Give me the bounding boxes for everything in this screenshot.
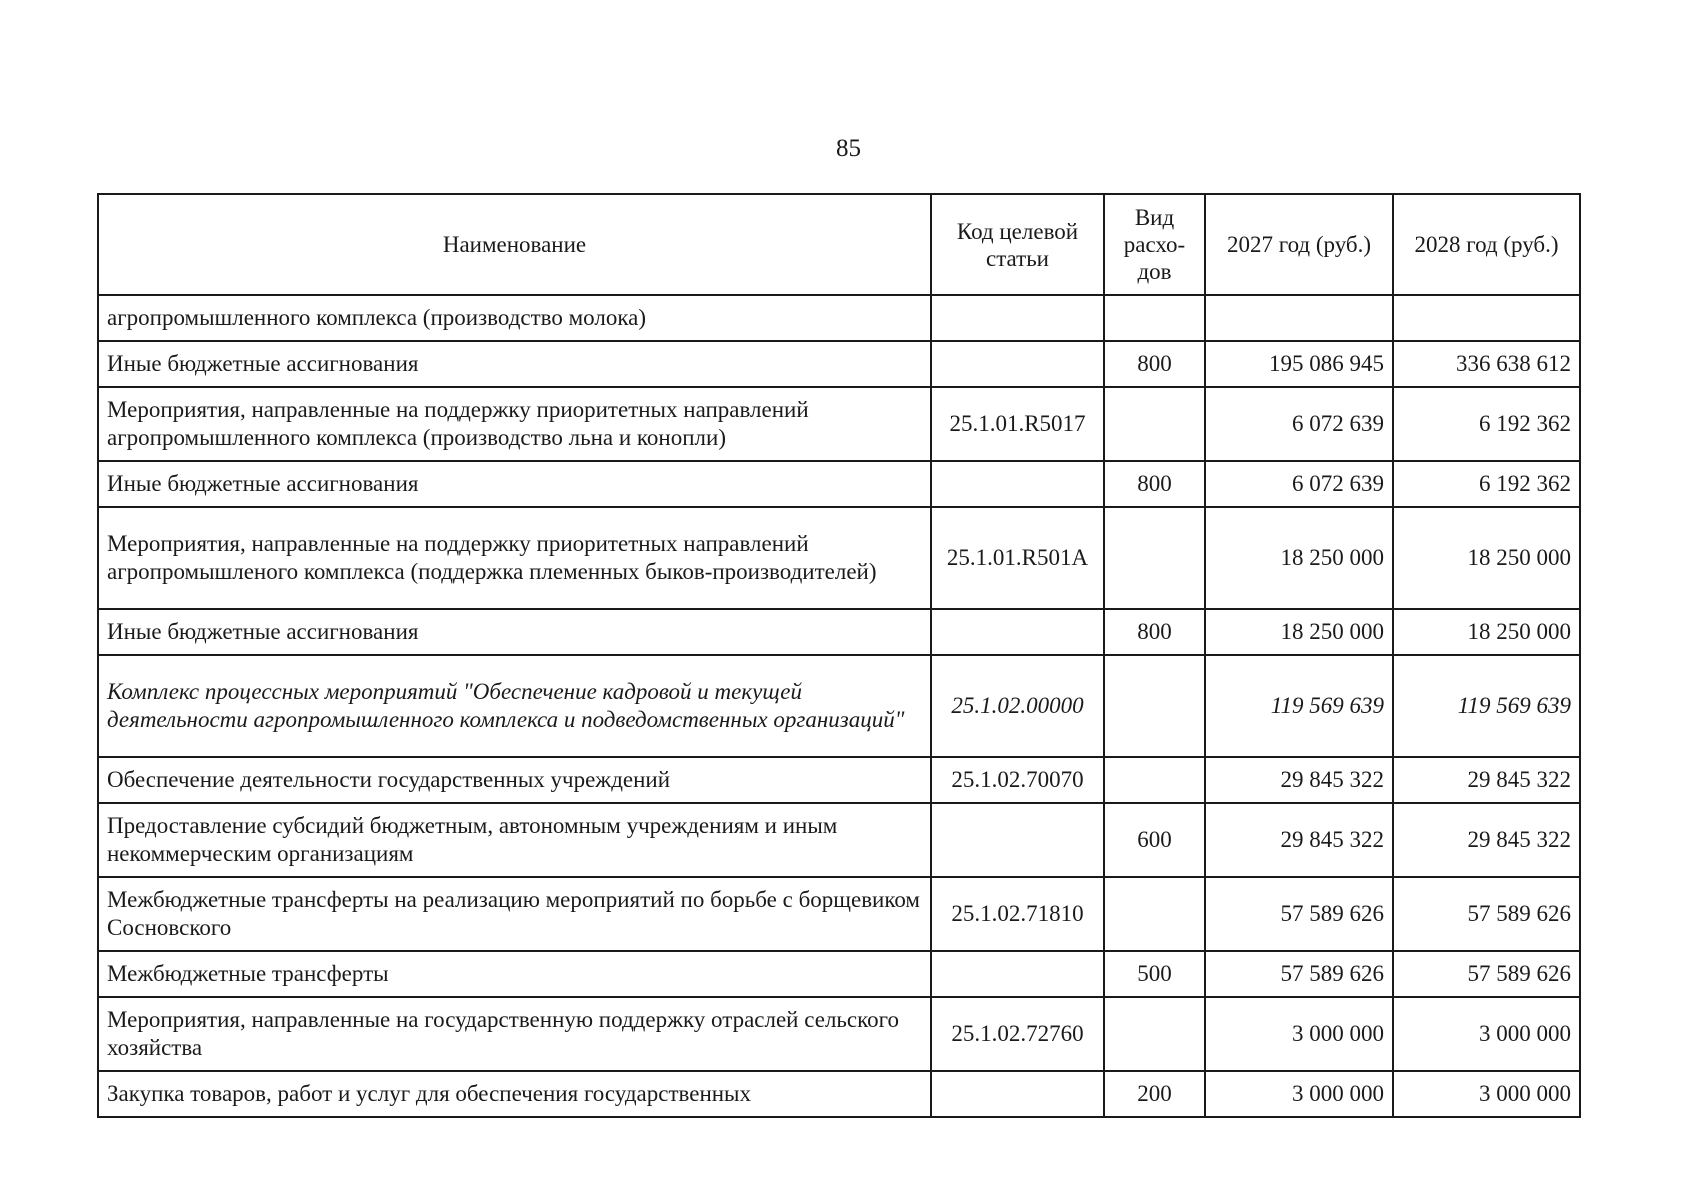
cell-year-2028: 6 192 362 [1393,387,1580,461]
cell-year-2028: 57 589 626 [1393,877,1580,951]
cell-name: Предоставление субсидий бюджетным, автономным учреждениям и иным некоммерческим организациям [98,803,931,877]
cell-name: Мероприятия, направленные на государственную поддержку отраслей сельского хозяйства [98,997,931,1071]
cell-kind: 500 [1104,951,1205,997]
table-row [98,341,1580,387]
table-row [98,507,1580,609]
cell-code [931,1071,1104,1117]
header-name: Наименование [98,194,931,295]
table-row [98,295,1580,341]
cell-year-2027: 6 072 639 [1205,461,1393,507]
cell-kind [1104,877,1205,951]
cell-name: Иные бюджетные ассигнования [98,461,931,507]
cell-code: 25.1.02.71810 [931,877,1104,951]
header-code: Код целевой статьи [931,194,1104,295]
cell-code [931,461,1104,507]
table-row [98,803,1580,877]
cell-year-2027: 3 000 000 [1205,1071,1393,1117]
cell-kind [1104,295,1205,341]
budget-table [97,193,1581,1118]
cell-code [931,295,1104,341]
cell-name: агропромышленного комплекса (производство молока) [98,295,931,341]
cell-year-2028: 119 569 639 [1393,655,1580,757]
cell-code [931,803,1104,877]
cell-year-2027: 6 072 639 [1205,387,1393,461]
cell-year-2028 [1393,295,1580,341]
header-kind: Вид расхо-дов [1104,194,1205,295]
table-row [98,655,1580,757]
cell-code: 25.1.02.72760 [931,997,1104,1071]
cell-year-2027: 195 086 945 [1205,341,1393,387]
cell-year-2028: 18 250 000 [1393,609,1580,655]
cell-year-2027: 119 569 639 [1205,655,1393,757]
cell-year-2028: 57 589 626 [1393,951,1580,997]
cell-kind [1104,757,1205,803]
header-year-2027: 2027 год (руб.) [1205,194,1393,295]
cell-year-2028: 18 250 000 [1393,507,1580,609]
cell-year-2027 [1205,295,1393,341]
cell-year-2027: 57 589 626 [1205,951,1393,997]
cell-kind: 600 [1104,803,1205,877]
cell-year-2028: 29 845 322 [1393,757,1580,803]
cell-kind: 800 [1104,609,1205,655]
cell-year-2028: 3 000 000 [1393,1071,1580,1117]
cell-kind [1104,997,1205,1071]
table-row [98,609,1580,655]
cell-name: Закупка товаров, работ и услуг для обеспечения государственных [98,1071,931,1117]
cell-code: 25.1.01.R5017 [931,387,1104,461]
table-row [98,387,1580,461]
page-number: 85 [836,135,861,162]
cell-year-2027: 3 000 000 [1205,997,1393,1071]
cell-name: Мероприятия, направленные на поддержку приоритетных направлений агропромышленного комплекса (производство льна и конопли) [98,387,931,461]
cell-year-2027: 29 845 322 [1205,803,1393,877]
cell-name: Межбюджетные трансферты на реализацию мероприятий по борьбе с борщевиком Сосновского [98,877,931,951]
table-row [98,877,1580,951]
cell-kind: 800 [1104,461,1205,507]
cell-name: Межбюджетные трансферты [98,951,931,997]
cell-name: Мероприятия, направленные на поддержку приоритетных направлений агропромышленого комплекса (поддержка племенных быков-производителей) [98,507,931,609]
cell-code: 25.1.01.R501A [931,507,1104,609]
cell-kind [1104,507,1205,609]
table-header-row [98,194,1580,295]
cell-year-2028: 3 000 000 [1393,997,1580,1071]
cell-name: Комплекс процессных мероприятий "Обеспечение кадровой и текущей деятельности агропромышленного комплекса и подведомственных организаций" [98,655,931,757]
cell-kind [1104,387,1205,461]
table-row [98,757,1580,803]
cell-kind: 200 [1104,1071,1205,1117]
cell-kind [1104,655,1205,757]
cell-code [931,609,1104,655]
cell-year-2028: 6 192 362 [1393,461,1580,507]
cell-year-2028: 29 845 322 [1393,803,1580,877]
table-row [98,461,1580,507]
cell-year-2027: 18 250 000 [1205,609,1393,655]
cell-name: Иные бюджетные ассигнования [98,609,931,655]
table-row [98,997,1580,1071]
cell-code: 25.1.02.00000 [931,655,1104,757]
table-row [98,951,1580,997]
cell-kind: 800 [1104,341,1205,387]
cell-name: Обеспечение деятельности государственных учреждений [98,757,931,803]
cell-name: Иные бюджетные ассигнования [98,341,931,387]
header-year-2028: 2028 год (руб.) [1393,194,1580,295]
cell-code [931,341,1104,387]
cell-code: 25.1.02.70070 [931,757,1104,803]
table-row [98,1071,1580,1117]
cell-code [931,951,1104,997]
cell-year-2027: 57 589 626 [1205,877,1393,951]
cell-year-2027: 18 250 000 [1205,507,1393,609]
cell-year-2028: 336 638 612 [1393,341,1580,387]
cell-year-2027: 29 845 322 [1205,757,1393,803]
